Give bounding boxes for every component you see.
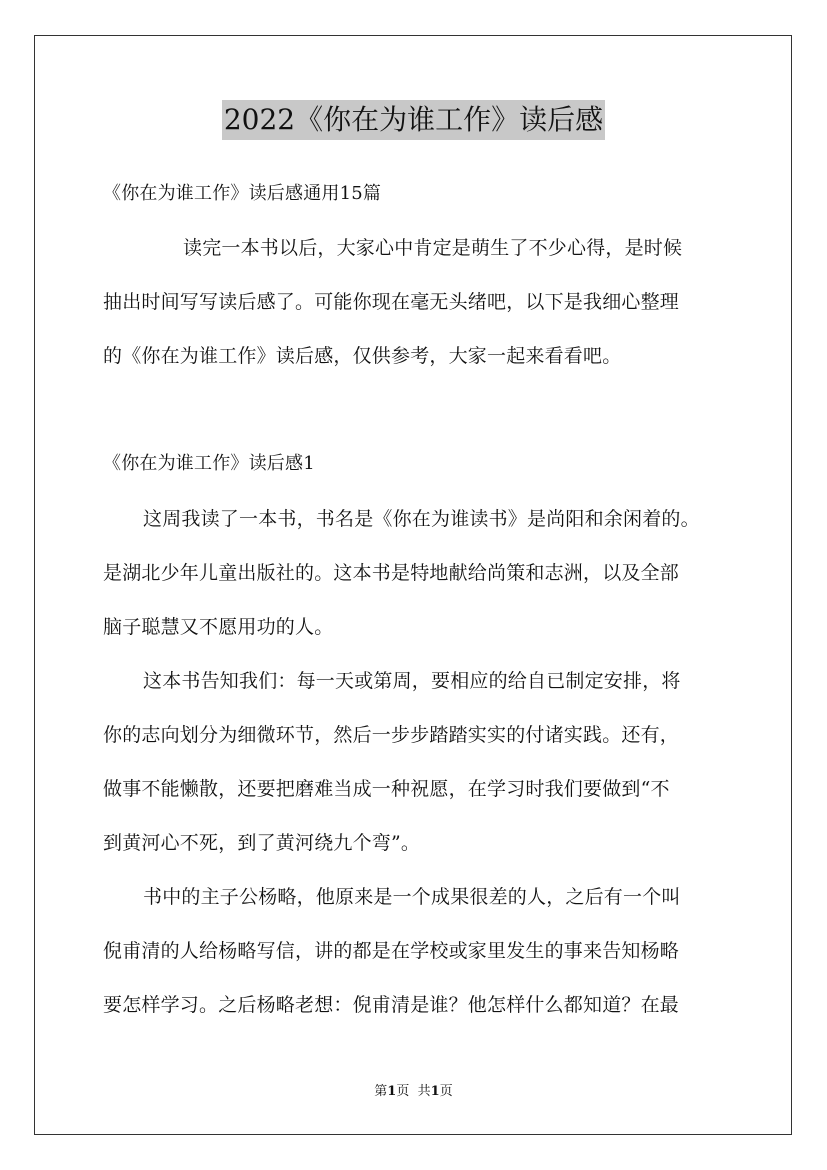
footer-total-number: 1	[430, 1084, 440, 1099]
body-line: 这周我读了一本书，书名是《你在为谁读书》是尚阳和余闲着的。	[143, 508, 700, 530]
intro-line: 读完一本书以后，大家心中肯定是萌生了不少心得，是时候	[183, 237, 683, 259]
body-line: 到黄河心不死，到了黄河绕九个弯”。	[103, 832, 421, 854]
body-line: 你的志向划分为细微环节，然后一步步踏踏实实的付诸实践。还有，	[103, 724, 680, 746]
intro-line: 的《你在为谁工作》读后感，仅供参考，大家一起来看看吧。	[103, 345, 622, 367]
document-title: 2022《你在为谁工作》读后感	[222, 100, 605, 140]
footer-total-suffix: 页	[439, 1084, 453, 1099]
body-line: 要怎样学习。之后杨略老想：倪甫清是谁？他怎样什么都知道？在最	[103, 994, 680, 1016]
body-line: 书中的主子公杨略，他原来是一个成果很差的人，之后有一个叫	[143, 886, 681, 908]
footer-page-suffix: 页	[396, 1084, 410, 1099]
intro-line: 抽出时间写写读后感了。可能你现在毫无头绪吧，以下是我细心整理	[103, 291, 680, 313]
body-line: 倪甫清的人给杨略写信，讲的都是在学校或家里发生的事来告知杨略	[103, 940, 680, 962]
title-container	[0, 100, 827, 140]
section-heading: 《你在为谁工作》读后感1	[103, 453, 315, 474]
footer-total-prefix: 共	[417, 1084, 431, 1099]
page-footer	[0, 1083, 827, 1101]
body-line: 是湖北少年儿童出版社的。这本书是特地献给尚策和志洲，以及全部	[103, 562, 680, 584]
body-line: 这本书告知我们：每一天或第周，要相应的给自已制定安排，将	[143, 670, 681, 692]
body-line: 脑子聪慧又不愿用功的人。	[103, 616, 334, 638]
footer-page-prefix: 第	[374, 1084, 388, 1099]
document-subtitle: 《你在为谁工作》读后感通用15篇	[103, 183, 382, 204]
footer-page-number: 1	[387, 1084, 397, 1099]
body-line: 做事不能懒散，还要把磨难当成一种祝愿，在学习时我们要做到“不	[103, 778, 670, 800]
